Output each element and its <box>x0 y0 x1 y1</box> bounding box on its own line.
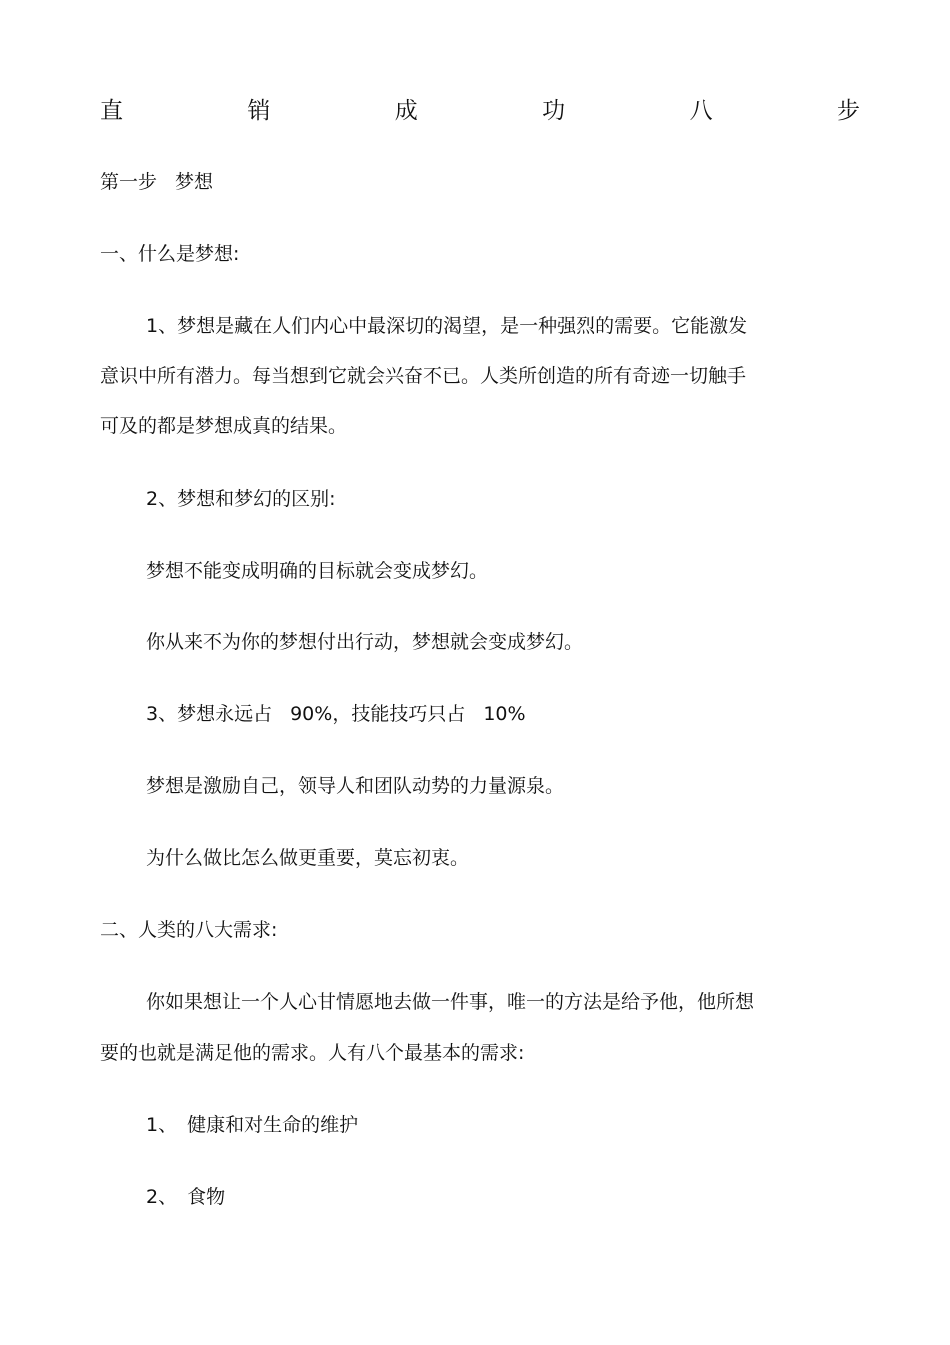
section-heading-1: 一、什么是梦想: <box>100 243 240 265</box>
title-char: 销 <box>247 97 271 124</box>
document-title <box>100 88 860 128</box>
list-item <box>146 1111 358 1139</box>
section-heading-2: 二、人类的八大需求: <box>100 919 278 941</box>
item3-value2: 10% <box>483 703 526 725</box>
paragraph-line: 你如果想让一个人心甘情愿地去做一件事，唯一的方法是给予他，他所想 <box>146 991 755 1013</box>
step-name: 梦想 <box>175 171 214 193</box>
step-heading <box>100 168 213 196</box>
paragraph-line: 1、梦想是藏在人们内心中最深切的渴望，是一种强烈的需要。它能激发 <box>146 315 748 337</box>
paragraph-line: 梦想是激励自己，领导人和团队动势的力量源泉。 <box>146 775 565 797</box>
paragraph-line: 意识中所有潜力。每当想到它就会兴奋不已。人类所创造的所有奇迹一切触手 <box>100 365 747 387</box>
step-number: 第一步 <box>100 171 158 193</box>
title-char: 直 <box>100 97 123 124</box>
paragraph-line: 要的也就是满足他的需求。人有八个最基本的需求: <box>100 1042 525 1064</box>
list-item-number: 2、 <box>146 1186 178 1208</box>
title-char: 八 <box>689 97 713 124</box>
list-item-number: 1、 <box>146 1114 178 1136</box>
paragraph-line: 你从来不为你的梦想付出行动，梦想就会变成梦幻。 <box>146 631 584 653</box>
item3-value1: 90%， <box>290 703 352 725</box>
list-item-text: 食物 <box>187 1186 226 1208</box>
title-char: 功 <box>542 97 566 124</box>
list-item <box>146 1183 225 1211</box>
title-char: 成 <box>394 97 418 124</box>
item3-middle: 技能技巧只占 <box>351 703 466 725</box>
title-char: 步 <box>836 97 860 124</box>
paragraph-line: 可及的都是梦想成真的结果。 <box>100 415 348 437</box>
list-item-text: 健康和对生命的维护 <box>187 1114 359 1136</box>
item-heading-3 <box>146 700 526 728</box>
item-heading-2: 2、梦想和梦幻的区别: <box>146 488 336 510</box>
paragraph-line: 梦想不能变成明确的目标就会变成梦幻。 <box>146 560 489 582</box>
paragraph-line: 为什么做比怎么做更重要，莫忘初衷。 <box>146 847 470 869</box>
item3-prefix: 3、梦想永远占 <box>146 703 273 725</box>
